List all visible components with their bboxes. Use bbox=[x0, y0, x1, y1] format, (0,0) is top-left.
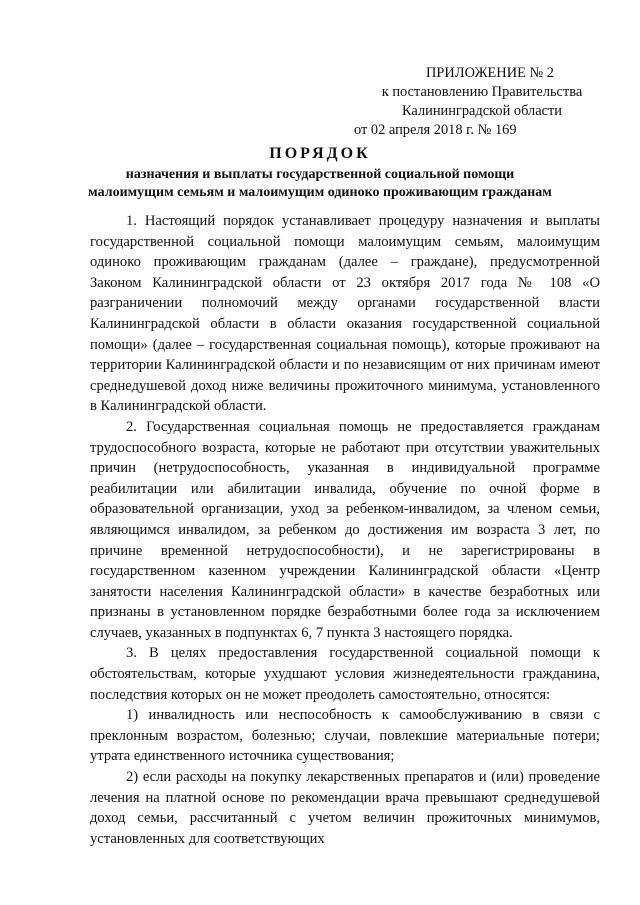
paragraph-subitem-2: 2) если расходы на покупку лекарственных препаратов и (или) проведение лечения на платной основе по рекомендации врача превышают среднедушевой доход семьи, рассчитанный с учетом величин прожиточных минимумов, установленных для соответствующих bbox=[90, 769, 600, 847]
subtitle-line-2: малоимущим семьям и малоимущим одиноко проживающим гражданам bbox=[88, 185, 552, 200]
region-name: Калининградской области bbox=[402, 103, 562, 119]
paragraph-1: 1. Настоящий порядок устанавливает процедуру назначения и выплаты государственной социальной помощи малоимущим семьям, малоимущим одиноко проживающим гражданам (далее – граждане), предусмотренной Законом Калининградской области от 23 октября 2017 года № 108 «О разграничении полномочий между органами государственной власти Калининградской области в области оказания государственной социальной помощи» (далее – государственная социальная помощь), которые проживают на территории Калининградской области и по независящим от них причинам имеют среднедушевой доход ниже величины прожиточного минимума, установленного в Калининградской области. bbox=[90, 213, 600, 415]
decree-reference: к постановлению Правительства bbox=[381, 84, 583, 100]
paragraph-2: 2. Государственная социальная помощь не предоставляется гражданам трудоспособного возраста, которые не работают при отсутствии уважительных причин (нетрудоспособность, указанная в индивидуальной программе реабилитации или абилитации инвалида, обучение по очной форме в образовательной организации, уход за ребенком-инвалидом, за членом семьи, являющимся инвалидом, за ребенком до достижения им возраста 3 лет, по причине временной нетрудоспособности), и не зарегистрированы в государственном казенном учреждении Калининградской области «Центр занятости населения Калининградской области» в качестве безработных или признаны в установленном порядке безработными более года за исключением случаев, указанных в подпунктах 6, 7 пункта 3 настоящего порядка. bbox=[90, 418, 600, 641]
appendix-number: ПРИЛОЖЕНИЕ № 2 bbox=[426, 65, 554, 81]
document-title: ПОРЯДОК bbox=[269, 145, 371, 162]
document-subtitle bbox=[40, 166, 600, 202]
decree-date: от 02 апреля 2018 г. № 169 bbox=[354, 122, 517, 138]
appendix-header bbox=[352, 64, 612, 140]
paragraph-subitem-1: 1) инвалидность или неспособность к самообслуживанию в связи с преклонным возрастом, болезнью; случаи, повлекшие материальные потери; утрата единственного источника существования; bbox=[90, 707, 600, 765]
subtitle-line-1: назначения и выплаты государственной социальной помощи bbox=[125, 167, 515, 182]
paragraph-3: 3. В целях предоставления государственной социальной помощи к обстоятельствам, которые ухудшают условия жизнедеятельности гражданина, последствия которых он не может преодолеть самостоятельно, относятся: bbox=[90, 645, 600, 703]
document-body bbox=[90, 211, 600, 849]
